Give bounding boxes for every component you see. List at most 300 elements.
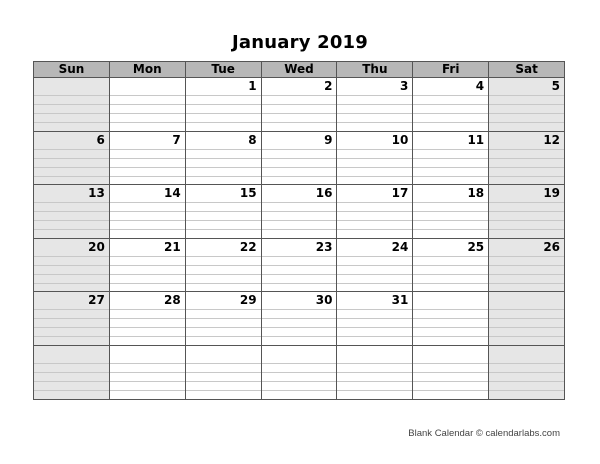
note-line bbox=[413, 149, 488, 150]
note-line bbox=[186, 167, 261, 168]
note-line bbox=[337, 372, 412, 373]
note-line bbox=[337, 318, 412, 319]
note-line bbox=[186, 265, 261, 266]
note-lines bbox=[262, 363, 337, 400]
note-line bbox=[413, 220, 488, 221]
day-cell[interactable] bbox=[262, 239, 338, 292]
note-line bbox=[413, 363, 488, 364]
note-line bbox=[413, 211, 488, 212]
note-lines bbox=[337, 95, 412, 131]
note-lines bbox=[413, 363, 488, 400]
note-line bbox=[186, 372, 261, 373]
note-line bbox=[34, 176, 109, 177]
day-number: 7 bbox=[172, 132, 181, 147]
note-line bbox=[337, 336, 412, 337]
note-line bbox=[186, 283, 261, 284]
note-line bbox=[262, 202, 337, 203]
note-line bbox=[413, 283, 488, 284]
note-line bbox=[489, 220, 564, 221]
note-lines bbox=[110, 309, 185, 345]
note-line bbox=[337, 265, 412, 266]
note-line bbox=[489, 283, 564, 284]
note-line bbox=[489, 211, 564, 212]
note-line bbox=[262, 149, 337, 150]
note-lines bbox=[186, 202, 261, 238]
note-line bbox=[110, 274, 185, 275]
day-cell[interactable] bbox=[186, 346, 262, 400]
note-line bbox=[186, 256, 261, 257]
note-line bbox=[337, 158, 412, 159]
day-cell[interactable] bbox=[110, 292, 186, 345]
day-number: 17 bbox=[391, 186, 409, 200]
day-cell[interactable] bbox=[34, 346, 110, 400]
note-line bbox=[337, 113, 412, 114]
note-line bbox=[186, 113, 261, 114]
note-lines bbox=[262, 202, 337, 238]
note-lines bbox=[110, 363, 185, 400]
note-line bbox=[337, 363, 412, 364]
day-cell[interactable] bbox=[186, 132, 262, 185]
note-line bbox=[34, 167, 109, 168]
note-line bbox=[262, 390, 337, 391]
note-line bbox=[489, 229, 564, 230]
note-lines bbox=[34, 309, 109, 345]
day-cell[interactable] bbox=[110, 346, 186, 400]
note-line bbox=[186, 176, 261, 177]
day-number: 29 bbox=[239, 293, 257, 307]
note-line bbox=[262, 229, 337, 230]
day-cell[interactable] bbox=[413, 78, 489, 131]
note-line bbox=[337, 122, 412, 123]
day-cell[interactable] bbox=[186, 185, 262, 238]
note-line bbox=[413, 122, 488, 123]
day-cell[interactable] bbox=[413, 239, 489, 292]
note-line bbox=[262, 122, 337, 123]
note-line bbox=[489, 104, 564, 105]
day-number: 26 bbox=[543, 239, 561, 254]
note-line bbox=[186, 327, 261, 328]
day-number: 4 bbox=[475, 79, 485, 93]
note-line bbox=[262, 372, 337, 373]
note-line bbox=[262, 211, 337, 212]
note-line bbox=[110, 336, 185, 337]
note-lines bbox=[262, 95, 337, 131]
note-lines bbox=[110, 149, 185, 185]
note-lines bbox=[34, 256, 109, 292]
note-line bbox=[337, 149, 412, 150]
day-cell[interactable] bbox=[34, 292, 110, 345]
weekday-wed: Wed bbox=[262, 62, 338, 77]
note-lines bbox=[337, 256, 412, 292]
note-line bbox=[489, 113, 564, 114]
note-line bbox=[489, 158, 564, 159]
day-cell[interactable] bbox=[110, 185, 186, 238]
note-line bbox=[34, 390, 109, 391]
note-line bbox=[489, 381, 564, 382]
note-lines bbox=[262, 256, 337, 292]
note-line bbox=[337, 176, 412, 177]
note-line bbox=[262, 220, 337, 221]
note-line bbox=[110, 318, 185, 319]
note-line bbox=[34, 309, 109, 310]
footer-credit: Blank Calendar © calendarlabs.com bbox=[408, 428, 560, 439]
note-lines bbox=[413, 95, 488, 131]
weekday-mon: Mon bbox=[110, 62, 186, 77]
note-lines bbox=[34, 95, 109, 131]
note-line bbox=[413, 95, 488, 96]
note-line bbox=[489, 327, 564, 328]
weekday-sat: Sat bbox=[515, 62, 538, 76]
note-line bbox=[337, 167, 412, 168]
day-cell[interactable] bbox=[34, 132, 110, 185]
note-line bbox=[337, 220, 412, 221]
note-lines bbox=[34, 149, 109, 185]
note-line bbox=[337, 256, 412, 257]
note-line bbox=[413, 104, 488, 105]
note-line bbox=[110, 211, 185, 212]
day-number: 16 bbox=[315, 186, 333, 200]
note-line bbox=[489, 167, 564, 168]
note-lines bbox=[110, 95, 185, 131]
note-line bbox=[413, 265, 488, 266]
day-number: 10 bbox=[391, 132, 409, 147]
day-number: 21 bbox=[164, 239, 181, 254]
note-line bbox=[413, 202, 488, 203]
note-line bbox=[186, 318, 261, 319]
day-number: 9 bbox=[324, 132, 333, 147]
note-lines bbox=[413, 309, 488, 345]
note-line bbox=[186, 390, 261, 391]
day-cell[interactable] bbox=[262, 78, 338, 131]
note-line bbox=[489, 363, 564, 364]
note-line bbox=[34, 95, 109, 96]
note-line bbox=[413, 229, 488, 230]
day-number: 5 bbox=[551, 79, 561, 93]
note-line bbox=[186, 336, 261, 337]
note-lines bbox=[34, 202, 109, 238]
day-cell[interactable] bbox=[186, 292, 262, 345]
note-line bbox=[186, 149, 261, 150]
note-lines bbox=[337, 309, 412, 345]
note-line bbox=[262, 256, 337, 257]
note-line bbox=[110, 309, 185, 310]
day-number: 6 bbox=[96, 132, 105, 147]
note-line bbox=[110, 113, 185, 114]
note-lines bbox=[489, 256, 564, 292]
day-cell[interactable] bbox=[262, 132, 338, 185]
note-line bbox=[262, 158, 337, 159]
day-number: 1 bbox=[248, 79, 257, 93]
day-number: 23 bbox=[315, 239, 333, 254]
note-line bbox=[34, 283, 109, 284]
note-line bbox=[186, 309, 261, 310]
note-line bbox=[34, 122, 109, 123]
day-cell[interactable] bbox=[489, 132, 564, 185]
day-number: 8 bbox=[248, 132, 257, 147]
note-line bbox=[262, 283, 337, 284]
week-row bbox=[34, 292, 564, 346]
note-line bbox=[110, 122, 185, 123]
note-line bbox=[186, 220, 261, 221]
note-line bbox=[413, 113, 488, 114]
day-number: 22 bbox=[239, 239, 257, 254]
note-line bbox=[110, 363, 185, 364]
note-line bbox=[110, 327, 185, 328]
note-line bbox=[337, 229, 412, 230]
note-line bbox=[186, 363, 261, 364]
note-line bbox=[489, 274, 564, 275]
note-line bbox=[34, 327, 109, 328]
note-line bbox=[489, 372, 564, 373]
day-cell[interactable] bbox=[34, 78, 110, 131]
note-lines bbox=[489, 95, 564, 131]
note-lines bbox=[337, 149, 412, 185]
day-cell[interactable] bbox=[489, 185, 564, 238]
day-cell[interactable] bbox=[489, 346, 564, 400]
note-lines bbox=[489, 202, 564, 238]
day-cell[interactable] bbox=[413, 132, 489, 185]
day-cell[interactable] bbox=[186, 239, 262, 292]
note-line bbox=[34, 149, 109, 150]
note-lines bbox=[489, 309, 564, 345]
day-number: 19 bbox=[543, 186, 561, 200]
note-line bbox=[110, 229, 185, 230]
week-row bbox=[34, 78, 564, 132]
note-line bbox=[186, 274, 261, 275]
day-number: 27 bbox=[88, 293, 105, 307]
note-line bbox=[413, 327, 488, 328]
day-cell[interactable] bbox=[337, 239, 413, 292]
note-line bbox=[186, 229, 261, 230]
day-cell[interactable] bbox=[413, 185, 489, 238]
note-line bbox=[337, 390, 412, 391]
note-line bbox=[262, 309, 337, 310]
note-lines bbox=[186, 363, 261, 400]
note-line bbox=[110, 104, 185, 105]
note-line bbox=[110, 202, 185, 203]
note-lines bbox=[489, 149, 564, 185]
note-line bbox=[413, 256, 488, 257]
note-line bbox=[337, 95, 412, 96]
note-line bbox=[110, 372, 185, 373]
week-row bbox=[34, 185, 564, 239]
note-line bbox=[110, 381, 185, 382]
day-number: 28 bbox=[164, 293, 181, 307]
day-number: 2 bbox=[324, 79, 333, 93]
day-cell[interactable] bbox=[337, 78, 413, 131]
weekday-thu: Thu bbox=[337, 62, 413, 77]
calendar-title: January 2019 bbox=[232, 32, 368, 53]
note-line bbox=[34, 211, 109, 212]
note-line bbox=[110, 95, 185, 96]
day-number: 20 bbox=[88, 239, 105, 254]
note-line bbox=[413, 372, 488, 373]
note-line bbox=[262, 318, 337, 319]
note-lines bbox=[34, 363, 109, 400]
day-cell[interactable] bbox=[337, 185, 413, 238]
day-number: 30 bbox=[315, 293, 333, 307]
note-line bbox=[186, 122, 261, 123]
note-line bbox=[262, 167, 337, 168]
note-line bbox=[489, 390, 564, 391]
note-line bbox=[489, 176, 564, 177]
note-line bbox=[337, 381, 412, 382]
day-number: 18 bbox=[467, 186, 485, 200]
note-line bbox=[34, 363, 109, 364]
note-line bbox=[262, 336, 337, 337]
day-cell[interactable] bbox=[262, 185, 338, 238]
note-line bbox=[34, 104, 109, 105]
day-cell[interactable] bbox=[262, 292, 338, 345]
note-line bbox=[337, 211, 412, 212]
note-line bbox=[413, 390, 488, 391]
note-line bbox=[34, 256, 109, 257]
note-line bbox=[110, 390, 185, 391]
day-number: 12 bbox=[543, 132, 561, 147]
day-cell[interactable] bbox=[413, 292, 489, 345]
note-line bbox=[489, 336, 564, 337]
day-number: 3 bbox=[399, 79, 409, 93]
note-lines bbox=[337, 202, 412, 238]
day-cell[interactable] bbox=[413, 346, 489, 400]
note-line bbox=[110, 158, 185, 159]
note-line bbox=[110, 220, 185, 221]
note-lines bbox=[110, 256, 185, 292]
note-line bbox=[262, 104, 337, 105]
note-line bbox=[262, 381, 337, 382]
day-cell[interactable] bbox=[110, 78, 186, 131]
note-line bbox=[489, 256, 564, 257]
note-line bbox=[186, 95, 261, 96]
day-cell[interactable] bbox=[337, 292, 413, 345]
day-number: 25 bbox=[467, 239, 485, 254]
note-lines bbox=[489, 363, 564, 400]
note-line bbox=[186, 158, 261, 159]
note-line bbox=[489, 265, 564, 266]
note-line bbox=[34, 202, 109, 203]
note-line bbox=[110, 149, 185, 150]
note-line bbox=[413, 336, 488, 337]
note-line bbox=[110, 265, 185, 266]
note-lines bbox=[186, 309, 261, 345]
note-line bbox=[110, 283, 185, 284]
note-lines bbox=[262, 309, 337, 345]
weekday-fri: Fri bbox=[413, 62, 489, 77]
note-line bbox=[337, 327, 412, 328]
note-line bbox=[34, 229, 109, 230]
note-lines bbox=[110, 202, 185, 238]
day-number: 15 bbox=[239, 186, 257, 200]
note-lines bbox=[413, 149, 488, 185]
note-lines bbox=[262, 149, 337, 185]
note-lines bbox=[186, 256, 261, 292]
note-line bbox=[413, 381, 488, 382]
note-line bbox=[262, 363, 337, 364]
note-line bbox=[34, 318, 109, 319]
note-line bbox=[262, 113, 337, 114]
note-line bbox=[489, 309, 564, 310]
day-cell[interactable] bbox=[262, 346, 338, 400]
weekday-sun: Sun bbox=[34, 62, 110, 77]
day-cell[interactable] bbox=[337, 346, 413, 400]
note-line bbox=[489, 95, 564, 96]
day-cell[interactable] bbox=[489, 292, 564, 345]
note-line bbox=[34, 336, 109, 337]
day-cell[interactable] bbox=[489, 78, 564, 131]
note-line bbox=[34, 372, 109, 373]
note-line bbox=[186, 211, 261, 212]
note-line bbox=[186, 381, 261, 382]
note-line bbox=[34, 158, 109, 159]
day-number: 31 bbox=[391, 293, 409, 307]
note-line bbox=[413, 167, 488, 168]
day-cell[interactable] bbox=[34, 239, 110, 292]
note-line bbox=[262, 176, 337, 177]
note-lines bbox=[337, 363, 412, 400]
note-line bbox=[34, 113, 109, 114]
day-number: 14 bbox=[164, 186, 181, 200]
note-line bbox=[337, 283, 412, 284]
day-cell[interactable] bbox=[34, 185, 110, 238]
note-lines bbox=[413, 256, 488, 292]
note-line bbox=[413, 176, 488, 177]
note-line bbox=[489, 122, 564, 123]
day-cell[interactable] bbox=[110, 239, 186, 292]
note-line bbox=[262, 95, 337, 96]
note-line bbox=[262, 265, 337, 266]
note-line bbox=[413, 274, 488, 275]
note-line bbox=[413, 318, 488, 319]
note-line bbox=[34, 265, 109, 266]
note-lines bbox=[186, 95, 261, 131]
note-line bbox=[262, 327, 337, 328]
week-row bbox=[34, 239, 564, 293]
weekday-header-row bbox=[34, 62, 564, 78]
note-line bbox=[110, 256, 185, 257]
note-lines bbox=[413, 202, 488, 238]
note-line bbox=[489, 318, 564, 319]
note-line bbox=[413, 158, 488, 159]
note-line bbox=[489, 202, 564, 203]
note-line bbox=[110, 167, 185, 168]
week-row bbox=[34, 346, 564, 400]
note-line bbox=[110, 176, 185, 177]
note-line bbox=[337, 202, 412, 203]
note-line bbox=[262, 274, 337, 275]
day-cell[interactable] bbox=[110, 132, 186, 185]
note-lines bbox=[186, 149, 261, 185]
weeks-container bbox=[34, 78, 564, 399]
calendar-grid bbox=[33, 61, 565, 400]
note-line bbox=[337, 104, 412, 105]
day-number: 13 bbox=[88, 186, 105, 200]
weekday-tue: Tue bbox=[186, 62, 262, 77]
note-line bbox=[337, 309, 412, 310]
note-line bbox=[34, 274, 109, 275]
note-line bbox=[413, 309, 488, 310]
note-line bbox=[337, 274, 412, 275]
week-row bbox=[34, 132, 564, 186]
note-line bbox=[186, 104, 261, 105]
day-number: 11 bbox=[467, 132, 485, 147]
note-line bbox=[186, 202, 261, 203]
day-cell[interactable] bbox=[186, 78, 262, 131]
day-number: 24 bbox=[391, 239, 409, 254]
day-cell[interactable] bbox=[337, 132, 413, 185]
day-cell[interactable] bbox=[489, 239, 564, 292]
note-line bbox=[489, 149, 564, 150]
note-line bbox=[34, 220, 109, 221]
